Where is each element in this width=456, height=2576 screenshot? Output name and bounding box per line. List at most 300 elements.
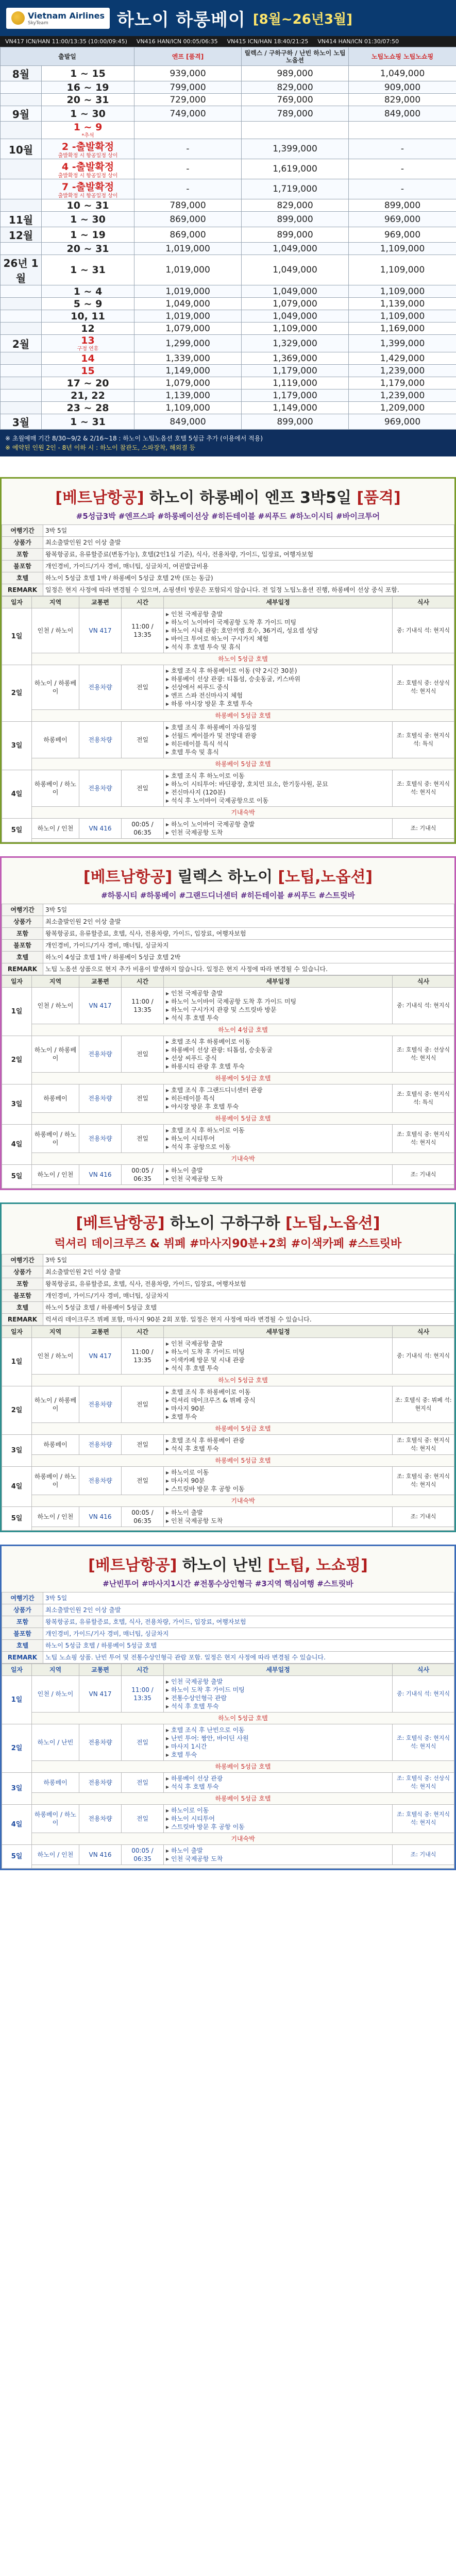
day-col-header: 일자 bbox=[2, 1664, 32, 1676]
month-cell bbox=[1, 310, 42, 323]
day-hotel: 하롱베이 5성급 호텔 bbox=[32, 1073, 454, 1084]
day-time: 전일 bbox=[122, 1435, 164, 1455]
day-col-header: 교통편 bbox=[79, 1326, 122, 1338]
date-cell bbox=[42, 212, 134, 227]
plan-item: ▶ 석식 후 호텔 투숙 bbox=[166, 1014, 390, 1022]
day-meal: 조: 호텔식 중: 현지식 석: 특식 bbox=[393, 722, 454, 758]
plan-item: ▶ 하노이 노이바이 국제공항 도착 후 가이드 미팅 bbox=[166, 618, 390, 626]
price-cell: - bbox=[349, 139, 456, 159]
plan-item: ▶ 마사지 1시간 bbox=[166, 1742, 390, 1751]
itinerary-info-table bbox=[2, 1592, 454, 1664]
plan-item: ▶ 인천 국제공항 도착 bbox=[166, 828, 390, 837]
info-label: 호텔 bbox=[2, 1640, 43, 1652]
month-cell bbox=[1, 81, 42, 94]
plan-item: ▶ 하노이 도착 후 가이드 미팅 bbox=[166, 1686, 390, 1694]
section-tags: #하롱시티 #하롱베이 #그랜드디너센터 #히든테이블 #씨푸드 #스트릿바 bbox=[101, 891, 355, 900]
price-row bbox=[1, 159, 456, 179]
itinerary-section bbox=[0, 856, 456, 1190]
price-cell: 1,019,000 bbox=[134, 255, 242, 285]
day-number: 3일 bbox=[2, 1084, 32, 1125]
day-hotel bbox=[32, 1865, 454, 1869]
day-row bbox=[2, 1467, 454, 1495]
info-label: 불포함 bbox=[2, 1628, 43, 1640]
day-col-header: 시간 bbox=[122, 1326, 164, 1338]
day-time: 11:00 / 13:35 bbox=[122, 1338, 164, 1375]
date-cell bbox=[42, 365, 134, 377]
day-time: 00:05 / 06:35 bbox=[122, 1165, 164, 1185]
price-row bbox=[1, 66, 456, 81]
itinerary-section bbox=[0, 1545, 456, 1870]
day-time: 전일 bbox=[122, 1724, 164, 1761]
section-title-prefix: [베트남항공] bbox=[88, 1556, 177, 1574]
day-transport: 전용차량 bbox=[79, 1467, 122, 1495]
hotel-row bbox=[2, 1495, 454, 1507]
day-transport: 전용차량 bbox=[79, 770, 122, 807]
price-cell: 749,000 bbox=[134, 106, 242, 122]
info-value: 왕복항공료, 유류할증료(변동가능), 호텔(2인1실 기준), 식사, 전용차량, 가이드, 입장료, 여행자보험 bbox=[43, 549, 454, 561]
info-value: 최소출발인원 2인 이상 출발 bbox=[43, 1266, 454, 1278]
date-cell bbox=[42, 243, 134, 255]
price-row bbox=[1, 122, 456, 139]
day-number: 5일 bbox=[2, 1507, 32, 1531]
price-cell: 799,000 bbox=[134, 81, 242, 94]
price-cell: 899,000 bbox=[349, 199, 456, 212]
plan-item: ▶ 호텔 조식 후 하롱베이로 이동 bbox=[166, 1038, 390, 1046]
date-range: 1 ~ 31 bbox=[70, 264, 106, 276]
info-row bbox=[2, 1266, 454, 1278]
date-note: 출발확정 시 항공일정 상이 bbox=[58, 173, 118, 179]
day-col-header: 일자 bbox=[2, 597, 32, 608]
airline-logo bbox=[6, 8, 110, 29]
day-time: 전일 bbox=[122, 1805, 164, 1833]
notice-line: ※ 예약된 인원 2인 - 8년 이하 시 : 하노이 참관도, 스파장착, 해외결 등 bbox=[5, 444, 196, 451]
hotel-row bbox=[2, 1865, 454, 1869]
info-value: 럭셔리 데이크루즈 뷔페 포함, 마사지 90분 2회 포함. 일정은 현지 사정에 따라 변경될 수 있습니다. bbox=[43, 1314, 454, 1326]
day-hotel: 하롱베이 5성급 호텔 bbox=[32, 1793, 454, 1805]
date-cell bbox=[42, 285, 134, 298]
month-cell: 26년 1월 bbox=[1, 255, 42, 285]
price-row bbox=[1, 365, 456, 377]
info-row bbox=[2, 1628, 454, 1640]
day-plan bbox=[164, 1036, 393, 1073]
plan-item: ▶ 전신마사지 (120분) bbox=[166, 788, 390, 796]
price-cell: 1,619,000 bbox=[242, 159, 349, 179]
day-row bbox=[2, 1676, 454, 1713]
plan-item: ▶ 석식 후 호텔 투숙 bbox=[166, 1445, 390, 1453]
price-cell: 1,179,000 bbox=[349, 377, 456, 389]
info-value: 3박 5일 bbox=[43, 904, 454, 916]
section-tags: #5성급3박 #엔프스파 #하롱베이선상 #히든테이블 #씨푸드 #하노이시티 #바이크투어 bbox=[76, 512, 380, 521]
day-meal: 조: 호텔식 중: 현지식 석: 현지식 bbox=[393, 1435, 454, 1455]
price-row bbox=[1, 106, 456, 122]
plan-item: ▶ 하노이 시티투어 bbox=[166, 1134, 390, 1143]
day-meal: 조: 호텔식 중: 선상식 석: 현지식 bbox=[393, 1036, 454, 1073]
plan-item: ▶ 선상에서 씨푸드 중식 bbox=[166, 683, 390, 691]
price-cell: 1,299,000 bbox=[134, 335, 242, 352]
price-cell: 1,019,000 bbox=[134, 285, 242, 298]
plan-item: ▶ 하노이 시티투어: 바딘광장, 호치민 묘소, 한기둥사원, 문묘 bbox=[166, 780, 390, 788]
info-row bbox=[2, 963, 454, 975]
day-transport: 전용차량 bbox=[79, 665, 122, 710]
info-value: 왕복항공료, 유류할증료, 호텔, 식사, 전용차량, 가이드, 입장료, 여행자보험 bbox=[43, 1278, 454, 1290]
day-time: 전일 bbox=[122, 1036, 164, 1073]
itinerary-day-table bbox=[2, 1664, 454, 1869]
info-label: 상품가 bbox=[2, 1266, 43, 1278]
day-col-header: 식사 bbox=[393, 1664, 454, 1676]
day-transport: 전용차량 bbox=[79, 1386, 122, 1423]
hotel-row bbox=[2, 1761, 454, 1773]
page-title: 하노이 하롱베이 bbox=[117, 9, 246, 30]
date-cell bbox=[42, 402, 134, 414]
day-row bbox=[2, 1845, 454, 1865]
date-cell bbox=[42, 94, 134, 106]
day-hotel: 하롱베이 5성급 호텔 bbox=[32, 1423, 454, 1435]
month-cell bbox=[1, 323, 42, 335]
day-region: 하노이 / 인천 bbox=[32, 1845, 79, 1865]
day-row bbox=[2, 1036, 454, 1073]
info-value: 왕복항공료, 유류할증료, 호텔, 식사, 전용차량, 가이드, 입장료, 여행자보험 bbox=[43, 1616, 454, 1628]
price-cell: 1,149,000 bbox=[134, 365, 242, 377]
info-label: 상품가 bbox=[2, 1604, 43, 1616]
plan-item: ▶ 전통수상인형극 관람 bbox=[166, 1694, 390, 1702]
header-departure: 출발일 bbox=[1, 47, 134, 66]
day-meal: 조: 기내식 bbox=[393, 1165, 454, 1185]
info-value: 일정은 현지 사정에 따라 변경될 수 있으며, 쇼핑센터 방문은 포함되지 않습니다. 전 일정 노팁노옵션 진행, 하롱베이 선상 중식 포함. bbox=[43, 584, 454, 596]
info-row bbox=[2, 928, 454, 940]
day-region: 인천 / 하노이 bbox=[32, 988, 79, 1024]
price-cell: 849,000 bbox=[349, 106, 456, 122]
plan-item: ▶ 호텔 조식 후 하롱베이로 이동 bbox=[166, 1388, 390, 1396]
day-transport: VN 417 bbox=[79, 608, 122, 653]
date-cell bbox=[42, 199, 134, 212]
price-cell: 729,000 bbox=[134, 94, 242, 106]
date-cell bbox=[42, 335, 134, 352]
info-label: 불포함 bbox=[2, 561, 43, 572]
plan-item: ▶ 마사지 90분 bbox=[166, 1404, 390, 1413]
hotel-row bbox=[2, 1833, 454, 1845]
month-cell: 12월 bbox=[1, 227, 42, 243]
day-number: 5일 bbox=[2, 1845, 32, 1869]
day-region: 하롱베이 bbox=[32, 1084, 79, 1113]
day-meal: 조: 호텔식 중: 현지식 석: 특식 bbox=[393, 1084, 454, 1113]
day-row bbox=[2, 665, 454, 710]
day-region: 인천 / 하노이 bbox=[32, 1676, 79, 1713]
day-meal: 조: 호텔식 중: 현지식 석: 현지식 bbox=[393, 1724, 454, 1761]
day-region: 하노이 / 하롱베이 bbox=[32, 665, 79, 710]
price-cell: 789,000 bbox=[134, 199, 242, 212]
day-number: 5일 bbox=[2, 819, 32, 842]
day-plan bbox=[164, 608, 393, 653]
hotel-row bbox=[2, 1455, 454, 1467]
date-range: 1 ~ 30 bbox=[70, 213, 106, 225]
price-cell: 1,049,000 bbox=[242, 285, 349, 298]
info-label: 여행기간 bbox=[2, 525, 43, 537]
price-table-header bbox=[1, 47, 456, 66]
price-cell bbox=[349, 122, 456, 139]
price-cell: 1,169,000 bbox=[349, 323, 456, 335]
plan-item: ▶ 하롱시티 관광 후 호텔 투숙 bbox=[166, 1062, 390, 1071]
price-row bbox=[1, 243, 456, 255]
flight-schedule-bar bbox=[0, 36, 456, 47]
price-row bbox=[1, 377, 456, 389]
hotel-row bbox=[2, 1153, 454, 1165]
date-cell bbox=[42, 179, 134, 199]
info-row bbox=[2, 1302, 454, 1314]
date-range: 1 ~ 15 bbox=[70, 67, 106, 79]
info-row bbox=[2, 904, 454, 916]
plan-item: ▶ 하노이 출발 bbox=[166, 1509, 390, 1517]
date-note: 구정 연휴 bbox=[77, 346, 99, 352]
day-plan bbox=[164, 1386, 393, 1423]
date-range: 12 bbox=[81, 323, 95, 334]
hotel-row bbox=[2, 1113, 454, 1125]
day-region: 하롱베이 bbox=[32, 1435, 79, 1455]
plan-item: ▶ 인천 국제공항 출발 bbox=[166, 1340, 390, 1348]
period-label: [8월~26년3월] bbox=[252, 11, 353, 27]
info-value: 노팁 노쇼핑 상품. 난빈 투어 및 전통수상인형극 관람 포함. 일정은 현지 사정에 따라 변경될 수 있습니다. bbox=[43, 1652, 454, 1664]
price-cell: 989,000 bbox=[242, 66, 349, 81]
hotel-row bbox=[2, 1423, 454, 1435]
day-hotel: 하롱베이 5성급 호텔 bbox=[32, 1761, 454, 1773]
plan-item: ▶ 석식 후 호텔 투숙 및 휴식 bbox=[166, 643, 390, 651]
price-cell: 1,049,000 bbox=[242, 310, 349, 323]
info-value: 하노이 5성급 호텔 / 하롱베이 5성급 호텔 bbox=[43, 1640, 454, 1652]
day-col-header: 교통편 bbox=[79, 597, 122, 608]
date-cell bbox=[42, 352, 134, 365]
date-cell bbox=[42, 122, 134, 139]
itinerary-day-table bbox=[2, 975, 454, 1189]
info-label: 여행기간 bbox=[2, 1255, 43, 1266]
price-cell: - bbox=[134, 179, 242, 199]
day-region: 인천 / 하노이 bbox=[32, 608, 79, 653]
day-transport: VN 417 bbox=[79, 1338, 122, 1375]
plan-item: ▶ 호텔 조식 후 하롱베이로 이동 (약 2시간 30분) bbox=[166, 667, 390, 675]
day-meal: 조: 호텔식 중: 현지식 석: 현지식 bbox=[393, 770, 454, 807]
day-number: 1일 bbox=[2, 1676, 32, 1724]
day-time: 11:00 / 13:35 bbox=[122, 1676, 164, 1713]
section-title-prefix: [베트남항공] bbox=[55, 489, 144, 507]
day-number: 4일 bbox=[2, 1467, 32, 1507]
day-plan bbox=[164, 1125, 393, 1153]
price-cell: 1,339,000 bbox=[134, 352, 242, 365]
price-cell: 869,000 bbox=[134, 227, 242, 243]
day-transport: VN 416 bbox=[79, 1165, 122, 1185]
price-cell: 969,000 bbox=[349, 414, 456, 430]
day-time: 00:05 / 06:35 bbox=[122, 1845, 164, 1865]
date-range: 20 ~ 31 bbox=[66, 94, 109, 106]
info-row bbox=[2, 549, 454, 561]
price-cell: 1,149,000 bbox=[242, 402, 349, 414]
day-time: 전일 bbox=[122, 665, 164, 710]
info-value: 3박 5일 bbox=[43, 1255, 454, 1266]
day-meal: 중: 기내식 석: 현지식 bbox=[393, 608, 454, 653]
day-table-header bbox=[2, 976, 454, 988]
itinerary-day-table bbox=[2, 1326, 454, 1531]
month-cell bbox=[1, 298, 42, 310]
info-row bbox=[2, 584, 454, 596]
day-transport: 전용차량 bbox=[79, 1084, 122, 1113]
day-col-header: 지역 bbox=[32, 1326, 79, 1338]
plan-item: ▶ 호텔 조식 후 그랜드디너센터 관광 bbox=[166, 1086, 390, 1094]
day-col-header: 지역 bbox=[32, 597, 79, 608]
info-row bbox=[2, 1278, 454, 1290]
day-hotel: 하롱베이 5성급 호텔 bbox=[32, 1113, 454, 1125]
section-title-main: 하노이 난빈 bbox=[182, 1556, 263, 1574]
month-cell bbox=[1, 199, 42, 212]
day-number: 4일 bbox=[2, 770, 32, 819]
day-hotel: 하노이 5성급 호텔 bbox=[32, 1713, 454, 1724]
plan-item: ▶ 호텔 투숙 bbox=[166, 1751, 390, 1759]
day-row bbox=[2, 1805, 454, 1833]
hotel-row bbox=[2, 653, 454, 665]
section-title-prefix: [베트남항공] bbox=[83, 868, 173, 886]
day-col-header: 세부일정 bbox=[164, 976, 393, 988]
price-row bbox=[1, 335, 456, 352]
plan-item: ▶ 하노이 구시가지 관광 및 스트릿바 방문 bbox=[166, 1006, 390, 1014]
day-hotel: 기내숙박 bbox=[32, 1495, 454, 1507]
day-plan bbox=[164, 1773, 393, 1793]
day-transport: 전용차량 bbox=[79, 1805, 122, 1833]
info-value: 3박 5일 bbox=[43, 1592, 454, 1604]
day-row bbox=[2, 608, 454, 653]
info-label: 포함 bbox=[2, 928, 43, 940]
info-row bbox=[2, 1652, 454, 1664]
hotel-row bbox=[2, 807, 454, 819]
date-note: *추석 bbox=[81, 133, 94, 139]
day-col-header: 일자 bbox=[2, 1326, 32, 1338]
section-title-main: 하노이 구하구하 bbox=[170, 1214, 280, 1232]
plan-item: ▶ 선상 씨푸드 중식 bbox=[166, 1054, 390, 1062]
day-meal: 조: 기내식 bbox=[393, 1845, 454, 1865]
price-cell: 1,019,000 bbox=[134, 310, 242, 323]
day-meal: 중: 기내식 석: 현지식 bbox=[393, 1676, 454, 1713]
plan-item: ▶ 엔프 스파 전신마사지 체험 bbox=[166, 691, 390, 700]
info-label: 포함 bbox=[2, 1616, 43, 1628]
logo-text: Vietnam Airlines bbox=[28, 10, 105, 21]
plan-item: ▶ 하노이로 이동 bbox=[166, 1806, 390, 1815]
flight-info: VN416 HAN/ICN 00:05/06:35 bbox=[136, 38, 218, 45]
section-title bbox=[5, 485, 451, 507]
day-time: 11:00 / 13:35 bbox=[122, 608, 164, 653]
date-range: 23 ~ 28 bbox=[66, 402, 109, 414]
price-cell: 1,209,000 bbox=[349, 402, 456, 414]
day-plan bbox=[164, 988, 393, 1024]
info-label: REMARK bbox=[2, 963, 43, 975]
info-label: REMARK bbox=[2, 1652, 43, 1664]
info-value: 개인경비, 가이드/기사 경비, 매너팁, 싱글차지 bbox=[43, 1290, 454, 1302]
header-col1: 엔프 [품격] bbox=[134, 47, 242, 66]
info-value: 하노이 4성급 호텔 1박 / 하롱베이 5성급 호텔 2박 bbox=[43, 952, 454, 963]
day-meal: 조: 호텔식 중: 현지식 석: 현지식 bbox=[393, 1467, 454, 1495]
date-range: 4 -출발확정 bbox=[61, 161, 114, 173]
plan-item: ▶ 히든테이블 특식 석식 bbox=[166, 740, 390, 748]
day-col-header: 식사 bbox=[393, 1326, 454, 1338]
day-time: 00:05 / 06:35 bbox=[122, 1507, 164, 1527]
day-transport: 전용차량 bbox=[79, 1125, 122, 1153]
day-number: 1일 bbox=[2, 608, 32, 665]
section-title-main: 릴렉스 하노이 bbox=[177, 868, 273, 886]
month-cell bbox=[1, 352, 42, 365]
info-value: 하노이 5성급 호텔 / 하롱베이 5성급 호텔 bbox=[43, 1302, 454, 1314]
plan-item: ▶ 인천 국제공항 도착 bbox=[166, 1855, 390, 1863]
plan-item: ▶ 하롱베이 선상 관광: 티톱섬, 승솟동굴, 키스바위 bbox=[166, 675, 390, 683]
itinerary-section bbox=[0, 477, 456, 844]
price-cell: 1,079,000 bbox=[134, 323, 242, 335]
day-plan bbox=[164, 1845, 393, 1865]
price-cell: 1,239,000 bbox=[349, 389, 456, 402]
plan-item: ▶ 하롱 야시장 방문 후 호텔 투숙 bbox=[166, 700, 390, 708]
price-cell: 899,000 bbox=[242, 414, 349, 430]
date-range: 14 bbox=[81, 352, 95, 364]
info-row bbox=[2, 1592, 454, 1604]
day-table-header bbox=[2, 597, 454, 608]
day-plan bbox=[164, 819, 393, 839]
day-hotel bbox=[32, 839, 454, 842]
day-row bbox=[2, 1435, 454, 1455]
day-transport: VN 416 bbox=[79, 1845, 122, 1865]
day-row bbox=[2, 1724, 454, 1761]
section-title bbox=[5, 1210, 451, 1233]
hotel-row bbox=[2, 710, 454, 722]
price-cell: 1,399,000 bbox=[349, 335, 456, 352]
plan-item: ▶ 난빈 투어: 짱안, 바이딘 사원 bbox=[166, 1734, 390, 1742]
date-range: 7 -출발확정 bbox=[61, 181, 114, 193]
price-cell: 1,399,000 bbox=[242, 139, 349, 159]
price-cell: 1,429,000 bbox=[349, 352, 456, 365]
plan-item: ▶ 인천 국제공항 도착 bbox=[166, 1517, 390, 1525]
date-range: 16 ~ 19 bbox=[66, 81, 109, 93]
month-cell bbox=[1, 377, 42, 389]
day-col-header: 지역 bbox=[32, 1664, 79, 1676]
date-cell bbox=[42, 323, 134, 335]
info-label: 포함 bbox=[2, 1278, 43, 1290]
date-cell bbox=[42, 81, 134, 94]
day-time: 전일 bbox=[122, 1386, 164, 1423]
day-number: 5일 bbox=[2, 1165, 32, 1189]
section-title-suffix: [노팁,노옵션] bbox=[285, 1214, 380, 1232]
day-row bbox=[2, 722, 454, 758]
day-time: 전일 bbox=[122, 770, 164, 807]
price-row bbox=[1, 139, 456, 159]
hotel-row bbox=[2, 1073, 454, 1084]
day-plan bbox=[164, 1084, 393, 1113]
price-cell: 1,049,000 bbox=[134, 298, 242, 310]
info-value: 최소출발인원 2인 이상 출발 bbox=[43, 916, 454, 928]
info-row bbox=[2, 1314, 454, 1326]
month-cell bbox=[1, 122, 42, 139]
price-cell: 939,000 bbox=[134, 66, 242, 81]
section-title bbox=[5, 864, 451, 887]
info-label: 호텔 bbox=[2, 572, 43, 584]
info-value: 개인경비, 가이드/기사 경비, 매너팁, 싱글차지, 여권발급비용 bbox=[43, 561, 454, 572]
day-meal: 조: 호텔식 중: 뷔페 석: 현지식 bbox=[393, 1386, 454, 1423]
price-cell: - bbox=[134, 159, 242, 179]
month-cell: 8월 bbox=[1, 66, 42, 81]
day-region: 하롱베이 / 하노이 bbox=[32, 770, 79, 807]
day-plan bbox=[164, 665, 393, 710]
info-label: 여행기간 bbox=[2, 904, 43, 916]
day-meal: 조: 기내식 bbox=[393, 819, 454, 839]
date-note: 출발확정 시 항공일정 상이 bbox=[58, 193, 118, 199]
day-number: 2일 bbox=[2, 1386, 32, 1435]
plan-item: ▶ 인천 국제공항 도착 bbox=[166, 1175, 390, 1183]
date-range: 1 ~ 4 bbox=[73, 285, 103, 297]
info-value: 노팁 노옵션 상품으로 현지 추가 비용이 발생하지 않습니다. 일정은 현지 사정에 따라 변경될 수 있습니다. bbox=[43, 963, 454, 975]
info-value: 개인경비, 가이드/기사 경비, 매너팁, 싱글차지 bbox=[43, 940, 454, 952]
info-row bbox=[2, 1255, 454, 1266]
plan-item: ▶ 호텔 조식 후 하롱베이 자유일정 bbox=[166, 723, 390, 732]
info-value: 최소출발인원 2인 이상 출발 bbox=[43, 537, 454, 549]
